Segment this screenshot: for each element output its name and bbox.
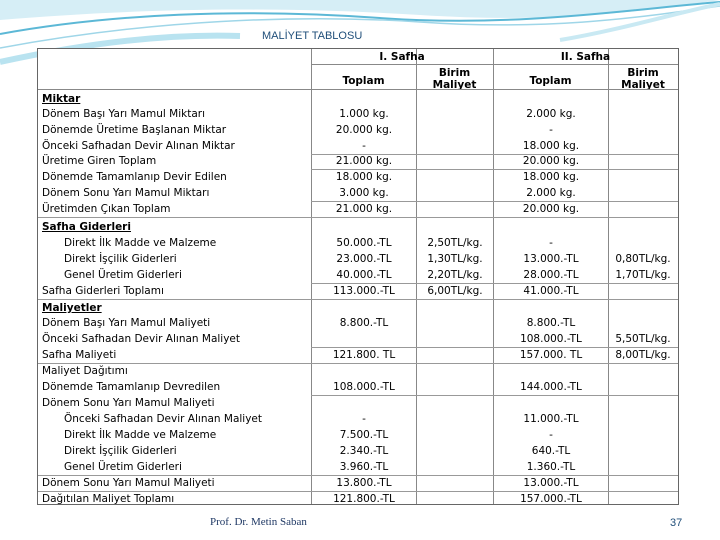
phase1-total-cell: 121.800. TL <box>332 349 396 361</box>
row-separator <box>311 169 678 170</box>
row-label: Direkt İşçilik Giderleri <box>64 445 177 457</box>
phase2-total-cell: 11.000.-TL <box>523 413 579 425</box>
phase2-total-cell: 13.000.-TL <box>523 477 579 489</box>
row-label: Dönemde Tamamlanıp Devir Edilen <box>42 171 227 183</box>
header-divider <box>311 64 678 65</box>
row-separator <box>38 299 678 300</box>
phase1-total-cell: - <box>362 413 366 425</box>
cost-table <box>37 48 679 505</box>
phase2-total-cell: 1.360.-TL <box>526 461 576 473</box>
phase1-total-cell: 8.800.-TL <box>339 317 389 329</box>
row-label: Dönem Sonu Yarı Mamul Maliyeti <box>42 477 215 489</box>
column-divider <box>311 49 312 504</box>
row-label: Safha Giderleri <box>42 221 131 233</box>
header-bottom-line <box>38 89 678 90</box>
footer-author: Prof. Dr. Metin Saban <box>210 516 307 528</box>
phase2-unit-cost-cell: 1,70TL/kg. <box>615 269 671 281</box>
phase1-unit-cost-header: Birim Maliyet <box>432 67 477 91</box>
row-separator <box>311 347 678 348</box>
phase1-unit-cost-cell: 1,30TL/kg. <box>427 253 483 265</box>
row-separator <box>38 217 678 218</box>
row-label: Üretime Giren Toplam <box>42 155 157 167</box>
row-separator <box>38 491 678 492</box>
phase2-header: II. Safha <box>560 51 611 63</box>
column-divider <box>493 49 494 504</box>
phase2-total-cell: - <box>549 429 553 441</box>
row-label: Dönem Sonu Yarı Mamul Maliyeti <box>42 397 215 409</box>
phase1-unit-cost-cell: 2,50TL/kg. <box>427 237 483 249</box>
phase1-total-cell: - <box>362 140 366 152</box>
phase2-unit-cost-header: Birim Maliyet <box>621 67 665 91</box>
phase1-total-cell: 3.960.-TL <box>339 461 389 473</box>
page-number: 37 <box>670 517 683 529</box>
phase2-total-cell: 18.000 kg. <box>522 140 580 152</box>
column-divider <box>416 49 417 504</box>
phase2-total-cell: - <box>549 237 553 249</box>
row-label: Dönem Başı Yarı Mamul Maliyeti <box>42 317 211 329</box>
row-label: Dönem Başı Yarı Mamul Miktarı <box>42 108 206 120</box>
phase2-total-cell: 18.000 kg. <box>522 171 580 183</box>
row-separator <box>311 201 678 202</box>
phase2-total-header: Toplam <box>529 75 572 87</box>
phase1-total-cell: 40.000.-TL <box>336 269 392 281</box>
row-label: Önceki Safhadan Devir Alınan Miktar <box>42 140 235 152</box>
row-label: Dönemde Üretime Başlanan Miktar <box>42 124 227 136</box>
phase2-total-cell: 41.000.-TL <box>523 285 579 297</box>
row-label: Üretimden Çıkan Toplam <box>42 203 171 215</box>
phase2-total-cell: 144.000.-TL <box>520 381 582 393</box>
phase1-total-cell: 21.000 kg. <box>335 155 393 167</box>
phase2-unit-cost-cell: 8,00TL/kg. <box>615 349 671 361</box>
row-label: Önceki Safhadan Devir Alınan Maliyet <box>64 413 263 425</box>
phase1-total-cell: 108.000.-TL <box>333 381 395 393</box>
phase1-total-cell: 7.500.-TL <box>339 429 389 441</box>
row-separator <box>311 283 678 284</box>
phase2-total-cell: 640.-TL <box>531 445 571 457</box>
phase1-unit-cost-cell: 2,20TL/kg. <box>427 269 483 281</box>
phase1-total-cell: 121.800.-TL <box>333 493 395 505</box>
row-label: Maliyet Dağıtımı <box>42 365 128 377</box>
phase2-total-cell: 13.000.-TL <box>523 253 579 265</box>
phase1-total-cell: 18.000 kg. <box>335 171 393 183</box>
row-separator <box>311 395 678 396</box>
row-separator <box>38 363 678 364</box>
phase1-total-cell: 50.000.-TL <box>336 237 392 249</box>
phase1-total-header: Toplam <box>342 75 385 87</box>
phase1-total-cell: 2.340.-TL <box>339 445 389 457</box>
row-label: Dönemde Tamamlanıp Devredilen <box>42 381 221 393</box>
row-label: Direkt İlk Madde ve Malzeme <box>64 429 217 441</box>
phase1-unit-cost-cell: 6,00TL/kg. <box>427 285 483 297</box>
row-label: Genel Üretim Giderleri <box>64 461 182 473</box>
row-label: Genel Üretim Giderleri <box>64 269 182 281</box>
phase1-total-cell: 113.000.-TL <box>333 285 395 297</box>
slide-title: MALİYET TABLOSU <box>262 30 363 42</box>
phase2-total-cell: 8.800.-TL <box>526 317 576 329</box>
phase2-unit-cost-cell: 5,50TL/kg. <box>615 333 671 345</box>
phase2-unit-cost-cell: 0,80TL/kg. <box>615 253 671 265</box>
phase2-total-cell: 157.000. TL <box>519 349 583 361</box>
phase2-total-cell: 20.000 kg. <box>522 155 580 167</box>
phase2-total-cell: 2.000 kg. <box>526 187 576 199</box>
row-separator <box>38 475 678 476</box>
phase1-total-cell: 13.800.-TL <box>336 477 392 489</box>
phase1-total-cell: 1.000 kg. <box>339 108 389 120</box>
phase2-total-cell: 157.000.-TL <box>520 493 582 505</box>
phase2-total-cell: 20.000 kg. <box>522 203 580 215</box>
phase1-total-cell: 21.000 kg. <box>335 203 393 215</box>
row-label: Direkt İşçilik Giderleri <box>64 253 177 265</box>
phase2-total-cell: 2.000 kg. <box>526 108 576 120</box>
row-label: Miktar <box>42 93 81 105</box>
row-label: Dönem Sonu Yarı Mamul Miktarı <box>42 187 210 199</box>
row-label: Önceki Safhadan Devir Alınan Maliyet <box>42 333 241 345</box>
row-label: Safha Giderleri Toplamı <box>42 285 164 297</box>
row-label: Maliyetler <box>42 302 102 314</box>
phase2-total-cell: 108.000.-TL <box>520 333 582 345</box>
row-label: Direkt İlk Madde ve Malzeme <box>64 237 217 249</box>
phase1-total-cell: 23.000.-TL <box>336 253 392 265</box>
column-divider <box>608 49 609 504</box>
row-label: Dağıtılan Maliyet Toplamı <box>42 493 175 505</box>
phase1-total-cell: 20.000 kg. <box>335 124 393 136</box>
phase2-total-cell: - <box>549 124 553 136</box>
phase2-total-cell: 28.000.-TL <box>523 269 579 281</box>
phase1-header: I. Safha <box>379 51 425 63</box>
phase1-total-cell: 3.000 kg. <box>339 187 389 199</box>
row-label: Safha Maliyeti <box>42 349 117 361</box>
